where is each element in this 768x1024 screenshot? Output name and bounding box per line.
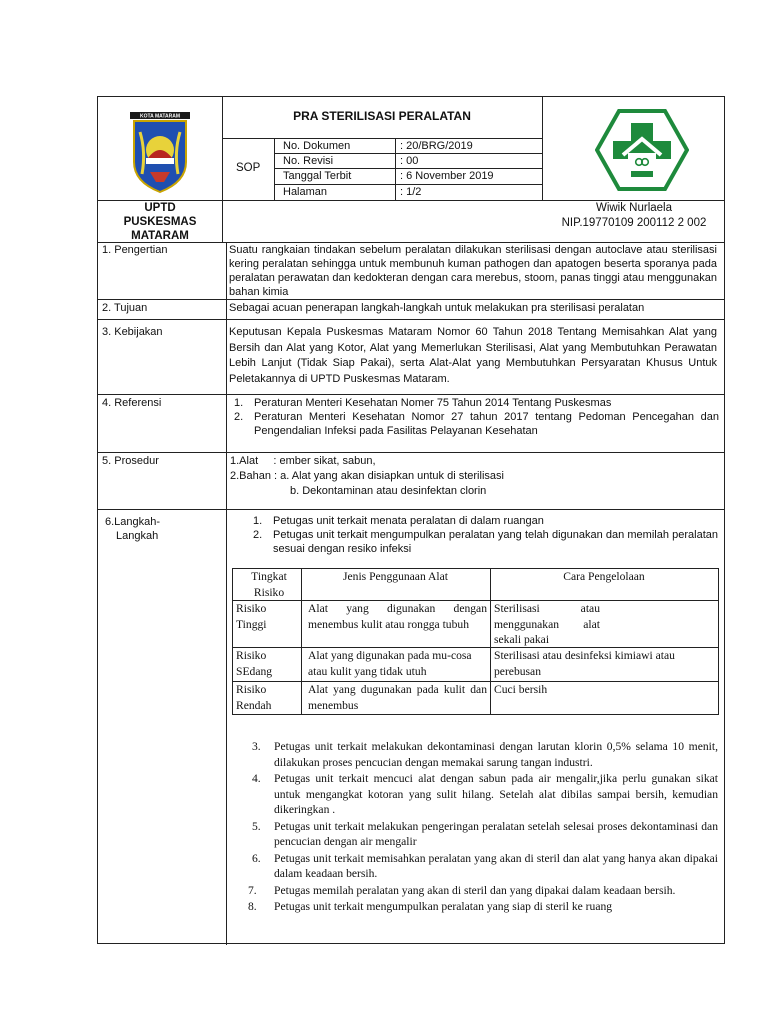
table-header: Jenis Penggunaan Alat	[343, 570, 448, 583]
langkah-steps-top	[248, 514, 718, 556]
section-label: 3. Kebijakan	[102, 326, 163, 338]
table-cell: Sterilisasi atau desinfeksi kimiawi atau perebusan	[494, 649, 675, 678]
org-name-line: UPTD	[144, 202, 176, 214]
list-number: 2.	[234, 411, 244, 423]
table-cell: Cuci bersih	[494, 683, 548, 696]
list-number: 5.	[252, 819, 261, 833]
signer-block	[542, 201, 726, 231]
section-label: 2. Tujuan	[102, 302, 148, 314]
kota-mataram-logo	[124, 112, 196, 194]
section-label: 6.Langkah-	[105, 516, 161, 528]
kebijakan-text: Keputusan Kepala Puskesmas Mataram Nomor 60 Tahun 2018 Tentang Memisahkan Alat yang Bersih dan Alat yang Kotor, Alat yang Memerlukan Sterilisasi, Alat yang Membutuhkan Perawatan Lebih Lanjut (Tidak Siap Pakai), serta Alat-Alat yang Membutuhkan Persyaratan Khusus Untuk Peletakannya di UPTD Puskesmas Mataram.	[229, 326, 717, 385]
list-text: Petugas unit terkait melakukan pengeringan peralatan setelah selesai proses dekontaminasi dan pencucian dengan air mengalir	[274, 819, 718, 848]
table-cell: Risiko SEdang	[236, 649, 273, 678]
list-text: Petugas unit terkait mengumpulkan peralatan yang telah digunakan dan memilah peralatan sesuai dengan resiko infeksi	[273, 529, 718, 555]
list-item	[250, 771, 718, 818]
list-text: Petugas unit terkait memisahkan peralatan yang akan di steril dan alat yang hanya akan dipakai dalam keadaan bersih.	[274, 851, 718, 880]
list-item	[250, 899, 718, 915]
list-number: 7.	[248, 883, 257, 897]
list-text: Peraturan Menteri Kesehatan Nomer 75 Tahun 2014 Tentang Puskesmas	[254, 397, 612, 409]
signer-nip: NIP.19770109 200112 2 002	[561, 217, 707, 229]
org-name-line: MATARAM	[131, 230, 189, 242]
svg-text:KOTA MATARAM: KOTA MATARAM	[139, 113, 181, 120]
list-number: 6.	[252, 851, 261, 865]
doc-field-value: : 1/2	[400, 186, 422, 198]
list-number: 1.	[234, 397, 244, 409]
section-label: Langkah	[116, 530, 159, 542]
prosedur-line: 1.Alat : ember sikat, sabun,	[230, 455, 376, 467]
table-header: Tingkat Risiko	[251, 570, 287, 599]
table-header: Cara Pengelolaan	[563, 570, 645, 583]
list-item	[250, 739, 718, 770]
prosedur-line: 2.Bahan : a. Alat yang akan disiapkan untuk di sterilisasi	[230, 470, 504, 482]
sop-label: SOP	[236, 162, 261, 174]
list-text: Petugas unit terkait menata peralatan di dalam ruangan	[273, 515, 544, 527]
puskesmas-logo	[595, 109, 689, 191]
list-number: 3.	[252, 740, 261, 753]
doc-field-label: Halaman	[283, 186, 328, 198]
doc-field-value: : 00	[400, 155, 419, 167]
table-cell: Alat yang digunakan pada mu-cosa atau kulit yang tidak utuh	[308, 649, 472, 678]
list-item	[248, 528, 718, 556]
list-text: Petugas unit terkait melakukan dekontaminasi dengan larutan klorin 0,5% selama 10 menit, dilakukan proses pencucian dengan memakai sarung tangan industri.	[274, 740, 718, 769]
list-item	[250, 819, 718, 850]
list-text: Petugas memilah peralatan yang akan di steril dan yang dipakai dalam keadaan bersih.	[274, 883, 676, 897]
prosedur-line: b. Dekontaminan atau desinfektan clorin	[290, 485, 487, 497]
doc-field-value: : 20/BRG/2019	[400, 140, 473, 152]
list-item	[248, 514, 718, 528]
list-item	[250, 851, 718, 882]
list-text: Petugas unit terkait mengumpulkan peralatan yang siap di steril ke ruang	[274, 900, 613, 913]
org-name	[98, 201, 222, 243]
list-item	[229, 410, 719, 438]
list-number: 2.	[253, 529, 263, 541]
list-number: 8.	[248, 900, 257, 913]
risk-table	[232, 568, 719, 715]
section-label: 4. Referensi	[102, 397, 162, 409]
langkah-steps-bottom	[250, 739, 718, 915]
table-cell: Alat yang digunakan dengan menembus kulit atau rongga tubuh	[308, 602, 487, 631]
org-name-line: PUSKESMAS	[123, 216, 197, 228]
table-cell: Risiko Rendah	[236, 683, 272, 712]
table-cell: Alat yang dugunakan pada kulit dan menembus	[308, 683, 487, 712]
list-text: Peraturan Menteri Kesehatan Nomor 27 tahun 2017 tentang Pedoman Pencegahan dan Pengendalian Infeksi pada Fasilitas Pelayanan Kesehatan	[254, 411, 719, 437]
doc-field-label: No. Revisi	[283, 155, 334, 167]
table-cell: Sterilisasi atau menggunakan alat sekali pakai	[494, 602, 600, 646]
list-number: 4.	[252, 772, 261, 785]
sop-document	[97, 96, 725, 944]
table-cell: Risiko Tinggi	[236, 602, 267, 631]
list-text: Petugas unit terkait mencuci alat dengan sabun pada air mengalir,jika perlu gunakan sikat untuk mengangkat kotoran yang sulit hilang. Setelah alat dibilas sampai bersih, kemudian dikeringkan .	[274, 772, 718, 816]
document-title: PRA STERILISASI PERALATAN	[293, 109, 471, 123]
list-item	[229, 396, 719, 410]
pengertian-text: Suatu rangkaian tindakan sebelum peralatan dilakukan sterilisasi dengan autoclave atau sterilisasi kering peralatan sehingga untuk membunuh kuman pathogen dan apatogen beserta sporanya pada peralatan perawatan dan kedokteran dengan cara merebus, stoom, panas tinggi atau menggunakan bahan kimia	[229, 244, 718, 298]
list-number: 1.	[253, 515, 263, 527]
signer-name: Wiwik Nurlaela	[595, 202, 673, 214]
doc-field-label: Tanggal Terbit	[283, 170, 352, 182]
referensi-list	[229, 396, 719, 438]
section-label: 1. Pengertian	[102, 244, 168, 256]
doc-field-value: : 6 November 2019	[400, 170, 494, 182]
section-label: 5. Prosedur	[102, 455, 159, 467]
list-item	[250, 883, 718, 899]
tujuan-text: Sebagai acuan penerapan langkah-langkah untuk melakukan pra sterilisasi peralatan	[229, 302, 645, 314]
doc-field-label: No. Dokumen	[283, 140, 351, 152]
